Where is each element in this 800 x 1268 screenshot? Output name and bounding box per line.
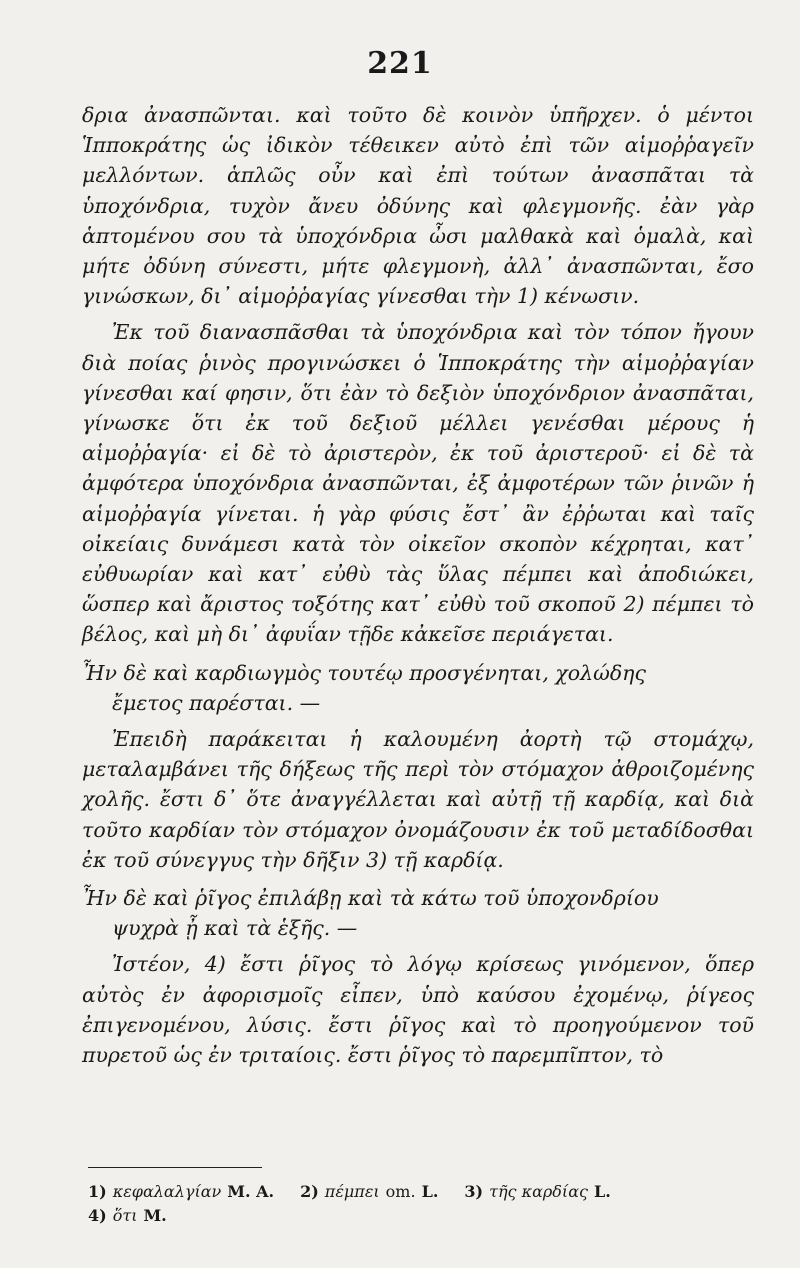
paragraph-4: Ἰστέον, 4) ἔστι ῥῖγος τὸ λόγῳ κρίσεως γινόμενον, ὅπερ αὐτὸς ἐν ἀφορισμοῖς εἶπεν, ὑπὸ καύσου ἐχομένῳ, ῥίγεος ἐπιγενομένου, λύσις. ἔστι ῥῖγος καὶ τὸ προηγούμενον τοῦ πυρετοῦ ὡς ἐν τριταίοις. ἔστι ῥῖγος τὸ παρεμπῖπτον, τὸ — [82, 952, 754, 1068]
footnote-1-reading: κεφαλαλγίαν — [112, 1182, 222, 1201]
footnote-4-reading: ὅτι — [112, 1206, 138, 1225]
footnote-2-sigla: L. — [421, 1182, 439, 1201]
lemma-2 — [82, 883, 754, 943]
footnote-3-sigla: L. — [593, 1182, 611, 1201]
footnote-2-reading: πέμπει — [324, 1182, 380, 1201]
page-number: 221 — [367, 46, 433, 81]
footnote-1 — [88, 1180, 274, 1204]
footnote-line-2 — [88, 1204, 754, 1228]
paragraph-3: Ἐπειδὴ παράκειται ἡ καλουμένη ἀορτὴ τῷ στομάχῳ, μεταλαμβάνει τῆς δήξεως τῆς περὶ τὸν στόμαχον ἀθροιζομένης χολῆς. ἔστι δ᾽ ὅτε ἀναγγέλλεται καὶ αὐτῇ τῇ καρδίᾳ, καὶ διὰ τοῦτο καρδίαν τὸν στόμαχον ὀνομάζουσιν ἐκ τοῦ μεταδίδοσθαι ἐκ τοῦ σύνεγγυς τὴν δῆξιν 3) τῇ καρδίᾳ. — [82, 727, 754, 872]
lemma-1 — [82, 658, 754, 718]
footnotes — [88, 1180, 754, 1228]
footnote-2-number: 2) — [300, 1182, 319, 1201]
footnote-line-1 — [88, 1180, 754, 1204]
footnote-4-number: 4) — [88, 1206, 107, 1225]
lemma-2-continuation: ψυχρὰ ᾖ καὶ τὰ ἑξῆς. — — [112, 916, 358, 941]
lemma-1-continuation: ἔμετος παρέσται. — — [112, 690, 321, 715]
lemma-2-first-line: Ἦν δὲ καὶ ῥῖγος ἐπιλάβῃ καὶ τὰ κάτω τοῦ ὑποχονδρίου — [82, 886, 659, 911]
footnote-2 — [300, 1180, 438, 1204]
main-text — [82, 100, 754, 1070]
footnote-3-reading: τῆς καρδίας — [489, 1182, 588, 1201]
lemma-1-first-line: Ἦν δὲ καὶ καρδιωγμὸς τουτέῳ προσγένηται, χολώδης — [82, 660, 646, 685]
footnote-1-number: 1) — [88, 1182, 107, 1201]
paragraph-2: Ἐκ τοῦ διανασπᾶσθαι τὰ ὑποχόνδρια καὶ τὸν τόπον ἤγουν διὰ ποίας ῥινὸς προγινώσκει ὁ Ἱπποκράτης τὴν αἱμοῤῥαγίαν γίνεσθαι καί φησιν, ὅτι ἐὰν τὸ δεξιὸν ὑποχόνδριον ἀνασπᾶται, γίνωσκε ὅτι ἐκ τοῦ δεξιοῦ μέλλει γενέσθαι μέρους ἡ αἱμοῤῥαγία· εἰ δὲ τὸ ἀριστερὸν, ἐκ τοῦ ἀριστεροῦ· εἰ δὲ τὰ ἀμφότερα ὑποχόνδρια ἀνασπῶνται, ἐξ ἀμφοτέρων τῶν ῥινῶν ἡ αἱμοῤῥαγία γίνεται. ἡ γὰρ φύσις ἔστ᾽ ἂν ἐῤῥωται καὶ ταῖς οἰκείαις δυνάμεσι κατὰ τὸν οἰκεῖον σκοπὸν κέχρηται, κατ᾽ εὐθυωρίαν καὶ κατ᾽ εὐθὺ τὰς ὕλας πέμπει καὶ ἀποδιώκει, ὥσπερ καὶ ἄριστος τοξότης κατ᾽ εὐθὺ τοῦ σκοποῦ 2) πέμπει τὸ βέλος, καὶ μὴ δι᾽ ἀφυΐαν τῇδε κἀκεῖσε περιάγεται. — [82, 320, 754, 647]
footnote-1-sigla: M. A. — [227, 1182, 275, 1201]
footnote-3 — [464, 1180, 610, 1204]
footnote-3-number: 3) — [464, 1182, 484, 1201]
paragraph-1: δρια ἀνασπῶνται. καὶ τοῦτο δὲ κοινὸν ὑπῆρχεν. ὁ μέντοι Ἱπποκράτης ὡς ἰδικὸν τέθεικεν αὐτὸ ἐπὶ τῶν αἱμοῤῥαγεῖν μελλόντων. ἁπλῶς οὖν καὶ ἐπὶ τούτων ἀνασπᾶται τὰ ὑποχόνδρια, τυχὸν ἄνευ ὀδύνης καὶ φλεγμονῆς. ἐὰν γὰρ ἁπτομένου σου τὰ ὑποχόνδρια ὦσι μαλθακὰ καὶ ὁμαλὰ, καὶ μήτε ὀδύνη σύνεστι, μήτε φλεγμονὴ, ἀλλ᾽ ἀνασπῶνται, ἔσο γινώσκων, δι᾽ αἱμοῤῥαγίας γίνεσθαι τὴν 1) κένωσιν. — [82, 103, 754, 309]
footnote-4 — [88, 1204, 167, 1228]
footnote-4-sigla: M. — [143, 1206, 167, 1225]
footnote-2-om: om. — [385, 1182, 416, 1201]
footnote-rule — [88, 1167, 262, 1168]
